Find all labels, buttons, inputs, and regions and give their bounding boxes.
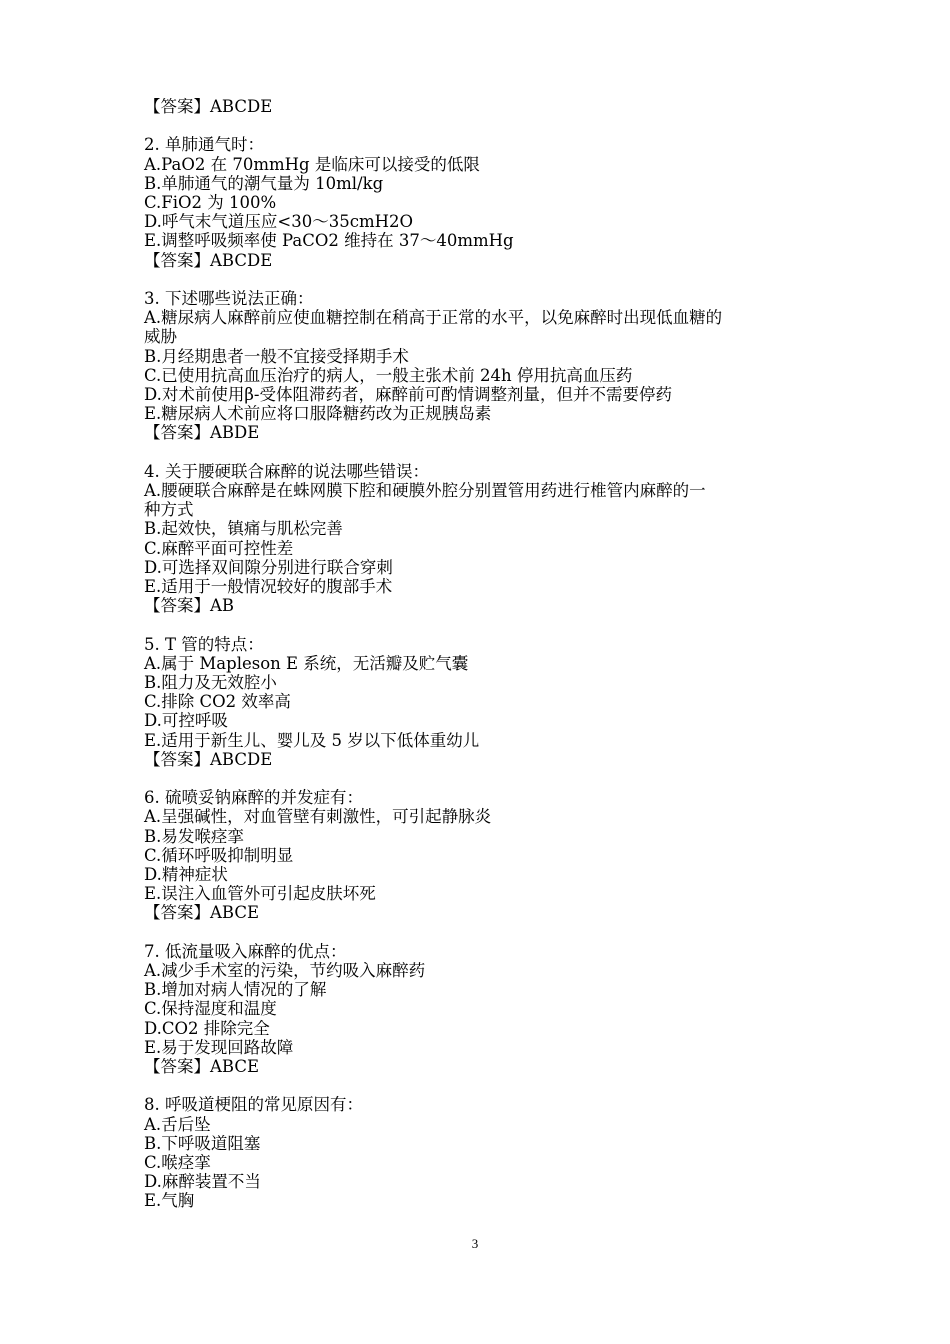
page-content (144, 97, 824, 1230)
previous-question-answer (144, 97, 824, 116)
answer-text: 【答案】ABCDE (144, 97, 273, 116)
question-title: 6. 硫喷妥钠麻醉的并发症有： (144, 788, 363, 808)
option-e: E.适用于一般情况较好的腹部手术 (144, 577, 393, 597)
question-4 (144, 462, 824, 616)
question-title: 7. 低流量吸入麻醉的优点： (144, 941, 347, 961)
option-b: B.下呼吸道阻塞 (144, 1133, 261, 1153)
question-6 (144, 788, 824, 922)
option-d: D.可控呼吸 (144, 711, 228, 731)
answer-text: 【答案】ABCDE (144, 250, 273, 270)
answer-text: 【答案】ABDE (144, 423, 260, 443)
answer-text: 【答案】ABCE (144, 903, 260, 923)
option-e: E.调整呼吸频率使 PaCO2 维持在 37～40mmHg (144, 231, 514, 251)
question-2 (144, 135, 824, 269)
option-c: C.保持湿度和温度 (144, 999, 277, 1019)
question-title: 2. 单肺通气时： (144, 135, 264, 155)
option-c: C.已使用抗高血压治疗的病人，一般主张术前 24h 停用抗高血压药 (144, 365, 633, 385)
option-e: E.易于发现回路故障 (144, 1037, 294, 1057)
option-a: A.腰硬联合麻醉是在蛛网膜下腔和硬膜外腔分别置管用药进行椎管内麻醉的一 (144, 481, 706, 501)
option-d: D.精神症状 (144, 865, 228, 885)
question-8 (144, 1095, 824, 1210)
page-number: 3 (471, 1236, 479, 1251)
option-c: C.喉痉挛 (144, 1153, 211, 1173)
option-d: D.可选择双间隙分别进行联合穿刺 (144, 557, 393, 577)
question-7 (144, 942, 824, 1076)
option-a: A.属于 Mapleson E 系统，无活瓣及贮气囊 (144, 653, 469, 673)
option-a: A.舌后坠 (144, 1114, 211, 1134)
question-5 (144, 635, 824, 769)
option-a-continued: 威胁 (144, 327, 177, 347)
option-d: D.麻醉装置不当 (144, 1172, 261, 1192)
option-b: B.单肺通气的潮气量为 10ml/kg (144, 173, 384, 193)
option-b: B.易发喉痉挛 (144, 826, 244, 846)
option-c: C.麻醉平面可控性差 (144, 538, 294, 558)
option-b: B.起效快，镇痛与肌松完善 (144, 519, 343, 539)
option-d: D.CO2 排除完全 (144, 1018, 270, 1038)
option-e: E.糖尿病人术前应将口服降糖药改为正规胰岛素 (144, 404, 492, 424)
option-c: C.循环呼吸抑制明显 (144, 845, 294, 865)
option-e: E.误注入血管外可引起皮肤坏死 (144, 884, 376, 904)
option-c: C.排除 CO2 效率高 (144, 692, 291, 712)
option-a-continued: 种方式 (144, 500, 194, 520)
answer-text: 【答案】ABCDE (144, 749, 273, 769)
option-a: A.减少手术室的污染，节约吸入麻醉药 (144, 961, 426, 981)
option-c: C.FiO2 为 100% (144, 193, 277, 212)
question-title: 3. 下述哪些说法正确： (144, 289, 314, 308)
option-d: D.对术前使用β-受体阻滞药者，麻醉前可酌情调整剂量，但并不需要停药 (144, 385, 672, 405)
answer-text: 【答案】AB (144, 596, 235, 616)
question-title: 8. 呼吸道梗阻的常见原因有： (144, 1095, 363, 1115)
answer-text: 【答案】ABCE (144, 1057, 260, 1077)
question-3 (144, 289, 824, 443)
question-title: 4. 关于腰硬联合麻醉的说法哪些错误： (144, 461, 429, 481)
option-d: D.呼气末气道压应<30～35cmH2O (144, 212, 414, 232)
option-a: A.呈强碱性，对血管壁有刺激性，可引起静脉炎 (144, 807, 492, 827)
question-title: 5. T 管的特点： (144, 634, 264, 654)
option-a: A.糖尿病人麻醉前应使血糖控制在稍高于正常的水平，以免麻醉时出现低血糖的 (144, 308, 723, 328)
option-e: E.适用于新生儿、婴儿及 5 岁以下低体重幼儿 (144, 730, 480, 750)
option-b: B.增加对病人情况的了解 (144, 980, 327, 1000)
option-b: B.月经期患者一般不宜接受择期手术 (144, 346, 409, 366)
option-e: E.气胸 (144, 1191, 195, 1211)
option-a: A.PaO2 在 70mmHg 是临床可以接受的低限 (144, 154, 480, 174)
option-b: B.阻力及无效腔小 (144, 673, 277, 693)
